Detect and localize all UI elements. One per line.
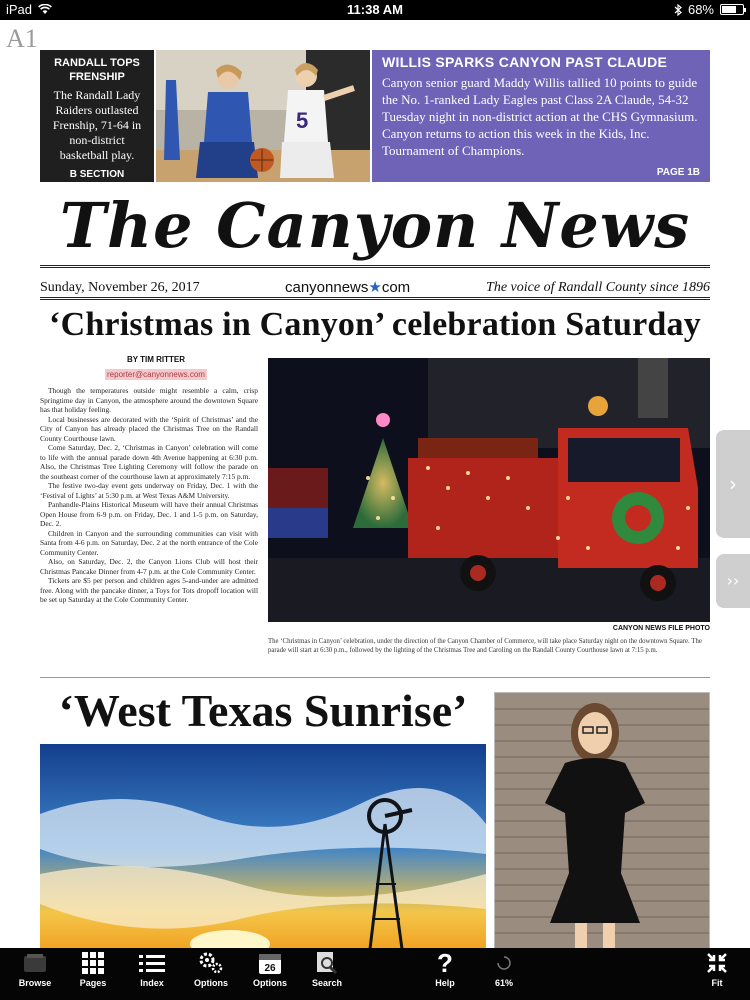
website[interactable] [285,278,410,296]
website-tld: com [381,279,411,296]
browse-button[interactable] [6,948,64,1000]
list-icon [139,954,165,972]
status-bar [0,0,750,20]
books-icon [23,953,47,973]
second-headline[interactable]: ‘West Texas Sunrise’ [58,685,468,736]
search-button[interactable] [298,948,356,1000]
toolbar-label: Help [435,978,455,988]
last-page-button[interactable] [716,554,750,608]
grid-icon [82,952,104,974]
toolbar-label: Search [311,978,343,988]
index-button[interactable] [123,948,181,1000]
zoom-level [475,948,533,1000]
teaser-page-ref: PAGE 1B [656,167,700,178]
fit-icon [706,952,728,974]
bottom-toolbar [0,948,750,1000]
calendar-day: 26 [264,963,276,974]
section-divider [40,677,710,678]
zoom-icon [496,955,512,971]
story-paragraph: Also, on Saturday, Dec. 2, the Canyon Lions Club will host their Christmas Pancake Dinner from 4-7 p.m. at the Cole Community Center. [40,557,258,576]
christmas-parade-photo[interactable] [268,358,710,622]
battery-icon [720,4,744,15]
page-number-label: A1 [6,24,38,53]
basketball-photo[interactable] [156,50,370,182]
fit-button[interactable] [688,948,746,1000]
svg-text:5: 5 [296,108,309,133]
toolbar-label: Index [140,978,164,988]
story-paragraph: Panhandle-Plains Historical Museum will have their annual Christmas Open House from 6-9 p.m. on Friday, Dec. 1 and 1-5 p.m. on Saturday, Dec. 2. [40,500,258,528]
toolbar-label: Options [194,978,228,988]
toolbar-label: Fit [711,978,723,988]
photo-credit: CANYON NEWS FILE PHOTO [612,625,710,632]
toolbar-label: Pages [79,978,107,988]
next-page-button[interactable] [716,430,750,538]
calendar-options-button[interactable] [241,948,299,1000]
help-icon: ? [437,947,453,978]
story-paragraph: Children in Canyon and the surrounding communities can visit with Santa from 4-6 p.m. on Saturday, Dec. 2 at the north entrance of the Cole Community Center. [40,528,258,557]
story-paragraph: Local businesses are decorated with the ‘Spirit of Christmas’ and the City of Canyon has already placed the Christmas Tree on the Randall County Courthouse lawn. [40,414,258,443]
help-button[interactable] [416,948,474,1000]
story-paragraph: Though the temperatures outside might resemble a calm, crisp Springtime day in Canyon, the atmosphere around the downtown Square has that holiday feeling. [40,386,258,414]
issue-date: Sunday, November 26, 2017 [40,280,200,295]
teaser-section: B SECTION [69,169,125,180]
story-paragraph: The festive two-day event gets underway on Friday, Dec. 1 with the ‘Festival of Lights’ at 5:30 p.m. at West Texas A&M University. [40,481,258,500]
battery-percent: 68% [687,2,714,17]
gears-icon [199,952,223,974]
chevron-right-icon: › [729,472,737,496]
teaser-body: The Randall Lady Raiders outlasted Frenship, 71-64 in non-district basketball play. [52,88,142,162]
student-portrait-photo[interactable] [494,692,710,949]
pages-button[interactable] [64,948,122,1000]
byline-author: BY TIM RITTER [126,355,186,364]
lead-story-body[interactable] [40,386,258,605]
byline [96,355,216,382]
teaser-willis[interactable] [372,50,710,182]
teaser-randall[interactable] [40,50,154,182]
masthead-title: The Canyon News [40,188,710,268]
teaser-body: Canyon senior guard Maddy Willis tallied 10 points to guide the No. 1-ranked Lady Eagles past Class 2A Claude, 54-32 Tuesday night in non-district action at the CHS Gymnasium. Canyon returns to action this week in the Kids, Inc. Tournament of Champions. [382,75,698,158]
device-label: iPad [6,2,33,17]
clock: 11:38 AM [347,2,403,17]
toolbar-label: Browse [18,978,52,988]
double-chevron-right-icon: ›› [726,571,740,590]
search-icon [316,951,338,975]
website-name: canyonnews [285,279,369,296]
dateline [40,278,710,300]
story-paragraph: Tickets are $5 per person and children ages 5-and-under are admitted free. Along with the pancake dinner, a Toys for Tots dropoff location will be set up Saturday at the Cole Community Center. [40,576,258,604]
lead-headline[interactable]: ‘Christmas in Canyon’ celebration Saturday [49,306,701,343]
byline-email[interactable]: reporter@canyonnews.com [107,370,205,379]
options-button[interactable] [182,948,240,1000]
calendar-icon [258,951,282,975]
star-icon: ★ [368,279,382,296]
photo-caption: The ‘Christmas in Canyon’ celebration, under the direction of the Canyon Chamber of Commerce, will take place Saturday night on the downtown Square. The parade will start at 6:30 p.m., followed by the lighting of the Christmas Tree and Caroling on the Randall County Courthouse lawn at 7:15 p.m. [268,638,702,654]
zoom-percent: 61% [494,978,513,988]
bluetooth-icon [674,4,682,16]
toolbar-label: Options [253,978,287,988]
teaser-headline: WILLIS SPARKS CANYON PAST CLAUDE [382,54,668,70]
tagline: The voice of Randall County since 1896 [486,280,710,295]
teaser-headline: RANDALL TOPS FRENSHIP [54,57,140,83]
story-paragraph: Come Saturday, Dec. 2, ‘Christmas in Canyon’ celebration will come to life with the annual parade down 4th Avenue happening at 6:30 p.m. Also, the Christmas Tree Lighting Ceremony will follow the parade on the southeast corner of the courthouse lawn at approximately 7:15 p.m. [40,443,258,481]
sunrise-photo[interactable] [40,744,486,949]
